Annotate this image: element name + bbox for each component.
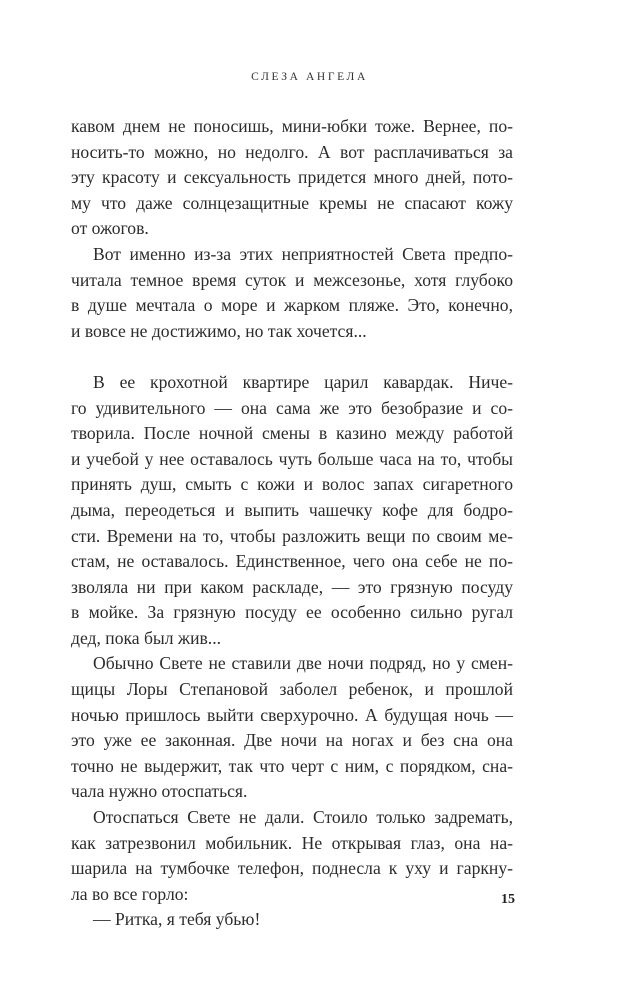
text-line: шарила на тумбочке телефон, поднесла к уху и гаркну-	[71, 858, 513, 879]
text-line: стам, не оставалось. Единственное, чего она себе не по-	[71, 551, 513, 572]
text-line: ла во все горло:	[71, 883, 189, 904]
text-line: это уже ее законная. Две ночи на ногах и без сна она	[71, 730, 513, 751]
text-line: эту красоту и сексуальность придется много дней, пото-	[71, 167, 513, 188]
text-line: и учебой у нее оставалось чуть больше часа на то, чтобы	[71, 448, 513, 469]
text-line: в мойке. За грязную посуду ее особенно сильно ругал	[71, 602, 513, 623]
text-line: точно не выдержит, так что черт с ним, с порядком, сна-	[71, 755, 513, 776]
body-text	[71, 114, 513, 933]
text-line: дыма, переодеться и выпить чашечку кофе для бодро-	[71, 499, 513, 520]
paragraph-4	[71, 651, 513, 805]
section-break	[71, 344, 513, 370]
text-line: принять душ, смыть с кожи и волос запах сигаретного	[71, 474, 513, 495]
page-number: 15	[501, 892, 515, 907]
dialogue-line	[71, 907, 513, 933]
running-head: СЛЕЗА АНГЕЛА	[251, 71, 368, 83]
text-line: чала нужно отоспаться.	[71, 781, 248, 802]
text-line: сти. Времени на то, чтобы разложить вещи по своим ме-	[71, 525, 513, 546]
text-line: как затрезвонил мобильник. Не открывая глаз, она на-	[71, 832, 513, 853]
text-line: В ее крохотной квартире царил кавардак. Ниче-	[93, 371, 513, 392]
text-line: носить-то можно, но недолго. А вот расплачиваться за	[71, 141, 513, 162]
paragraph-1	[71, 114, 513, 242]
text-line: в душе мечтала о море и жарком пляже. Это, конечно,	[71, 295, 513, 316]
text-line: ночью пришлось выйти сверхурочно. А будущая ночь —	[71, 704, 513, 725]
text-line: зволяла ни при каком раскладе, — это грязную посуду	[71, 576, 513, 597]
text-line: Вот именно из-за этих неприятностей Света предпо-	[93, 243, 513, 264]
text-line: кавом днем не поносишь, мини-юбки тоже. Вернее, по-	[71, 116, 513, 136]
text-line: читала темное время суток и межсезонье, хотя глубоко	[71, 269, 513, 290]
text-line: го удивительного — она сама же это безобразие и со-	[71, 397, 513, 418]
paragraph-5	[71, 805, 513, 907]
text-line: Обычно Свете не ставили две ночи подряд, но у смен-	[93, 653, 513, 674]
text-line: щицы Лоры Степановой заболел ребенок, и прошлой	[71, 679, 513, 700]
text-line: творила. После ночной смены в казино между работой	[71, 423, 513, 444]
text-line: — Ритка, я тебя убью!	[93, 909, 261, 930]
text-line: и вовсе не достижимо, но так хочется...	[71, 320, 367, 341]
paragraph-3	[71, 370, 513, 652]
text-line: дед, пока был жив...	[71, 627, 222, 648]
paragraph-2	[71, 242, 513, 344]
text-line: от ожогов.	[71, 218, 149, 239]
text-line: Отоспаться Свете не дали. Стоило только задремать,	[93, 807, 513, 828]
text-line: му что даже солнцезащитные кремы не спасают кожу	[71, 192, 513, 213]
